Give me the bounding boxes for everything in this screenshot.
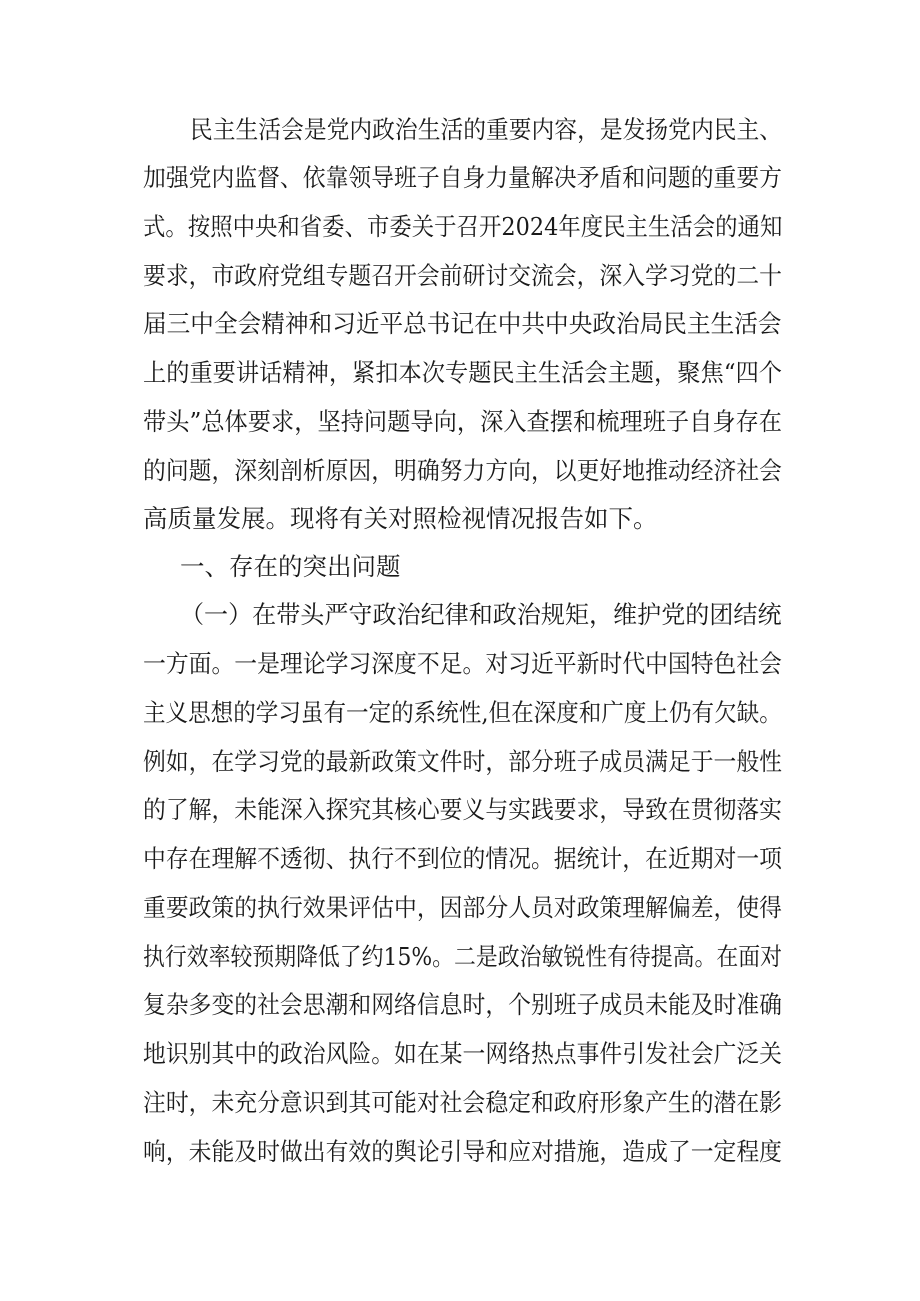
section1-line-5: 的了解，未能深入探究其核心要义与实践要求，导致在贯彻落实 [143,795,783,824]
intro-line-8: 的问题，深刻剖析原因，明确努力方向，以更好地推动经济社会 [143,456,783,485]
section1-line-12: 响，未能及时做出有效的舆论引导和应对措施，造成了一定程度 [143,1137,783,1166]
section1-line-8: 执行效率较预期降低了约15%。二是政治敏锐性有待提高。在面对 [143,942,782,971]
intro-line-3: 式。按照中央和省委、市委关于召开2024年度民主生活会的通知 [143,212,783,241]
intro-line-2: 加强党内监督、依靠领导班子自身力量解决矛盾和问题的重要方 [143,163,783,192]
section1-line-1: （一）在带头严守政治纪律和政治规矩，维护党的团结统 [180,600,782,629]
intro-line-7: 带头”总体要求，坚持问题导向，深入查摆和梳理班子自身存在 [143,407,783,436]
intro-line-6: 上的重要讲话精神，紧扣本次专题民主生活会主题，聚焦“四个 [143,358,783,387]
intro-line-1: 民主生活会是党内政治生活的重要内容，是发扬党内民主、 [190,115,783,144]
section1-line-7: 重要政策的执行效果评估中，因部分人员对政策理解偏差，使得 [143,893,783,922]
section1-line-2: 一方面。一是理论学习深度不足。对习近平新时代中国特色社会 [143,649,783,678]
intro-line-4: 要求，市政府党组专题召开会前研讨交流会，深入学习党的二十 [143,261,783,290]
section1-line-10: 地识别其中的政治风险。如在某一网络热点事件引发社会广泛关 [143,1039,783,1068]
section1-line-6: 中存在理解不透彻、执行不到位的情况。据统计，在近期对一项 [143,844,783,873]
section1-line-9: 复杂多变的社会思潮和网络信息时，个别班子成员未能及时准确 [143,990,783,1019]
intro-line-5: 届三中全会精神和习近平总书记在中共中央政治局民主生活会 [143,309,782,338]
section1-line-4: 例如，在学习党的最新政策文件时，部分班子成员满足于一般性 [143,747,783,776]
section-heading: 一、存在的突出问题 [180,552,401,581]
intro-line-9: 高质量发展。现将有关对照检视情况报告如下。 [143,504,658,533]
section1-line-3: 主义思想的学习虽有一定的系统性,但在深度和广度上仍有欠缺。 [143,698,782,727]
section1-line-11: 注时，未充分意识到其可能对社会稳定和政府形象产生的潜在影 [143,1088,783,1117]
